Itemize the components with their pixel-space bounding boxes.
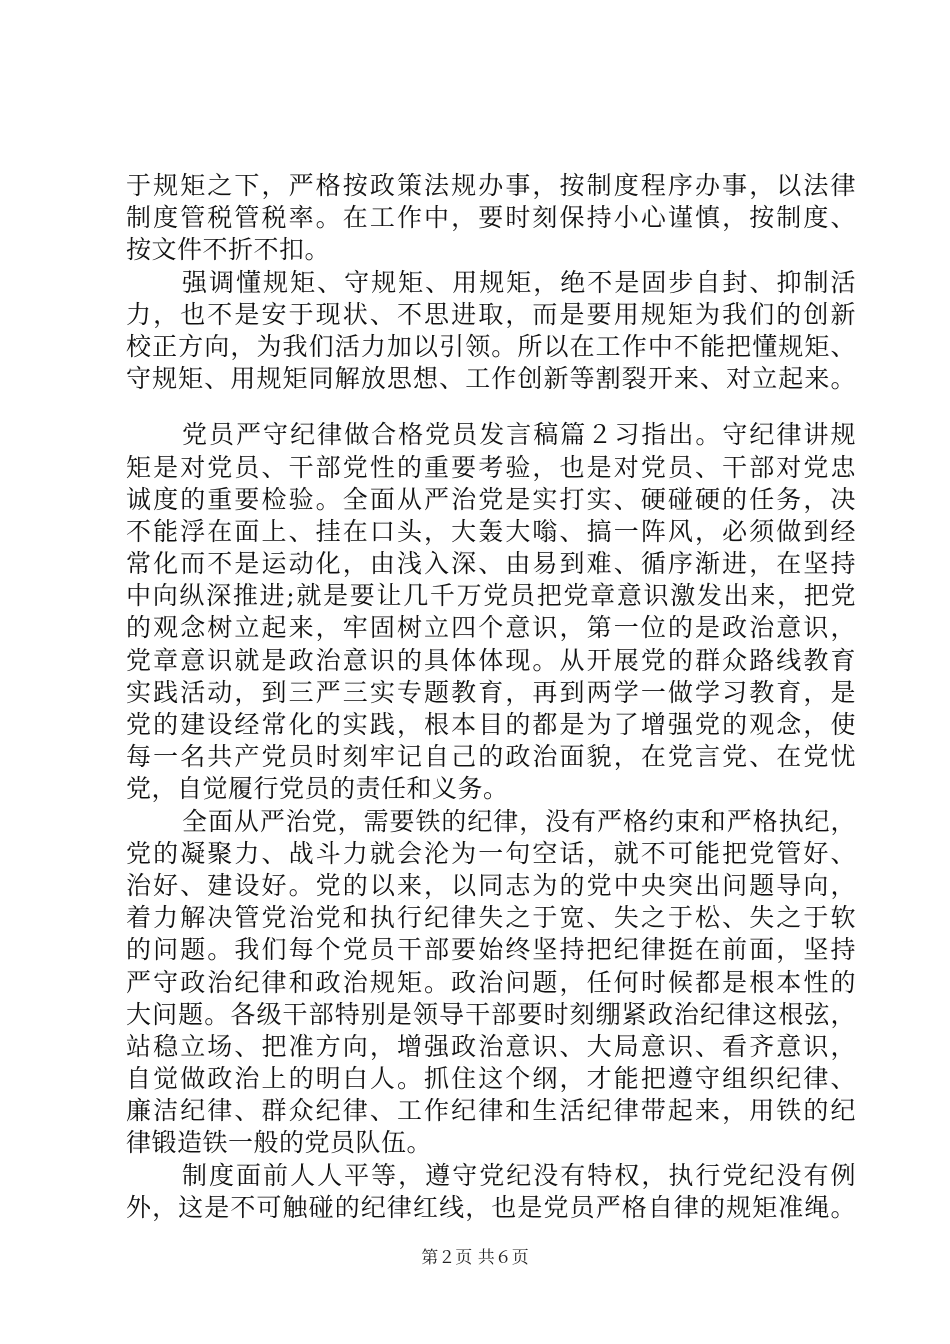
text-line: 党，自觉履行党员的责任和义务。 bbox=[126, 774, 509, 804]
text-line: 中向纵深推进;就是要让几千万党员把党章意识激发出来，把党 bbox=[126, 581, 856, 611]
text-line: 党员严守纪律做合格党员发言稿篇２习指出。守纪律讲规 bbox=[182, 420, 856, 450]
text-line: 校正方向，为我们活力加以引领。所以在工作中不能把懂规矩、 bbox=[126, 331, 856, 361]
text-line: 强调懂规矩、守规矩、用规矩，绝不是固步自封、抑制活 bbox=[182, 267, 856, 297]
text-line: 自觉做政治上的明白人。抓住这个纲，才能把遵守组织纪律、 bbox=[126, 1064, 856, 1094]
text-line: 严守政治纪律和政治规矩。政治问题，任何时候都是根本性的 bbox=[126, 967, 856, 997]
document-body bbox=[126, 170, 856, 1224]
text-line: 律锻造铁一般的党员队伍。 bbox=[126, 1128, 433, 1158]
text-line: 全面从严治党，需要铁的纪律，没有严格约束和严格执纪， bbox=[182, 806, 856, 836]
text-line: 党章意识就是政治意识的具体体现。从开展党的群众路线教育 bbox=[126, 645, 856, 675]
text-line: 外，这是不可触碰的纪律红线，也是党员严格自律的规矩准绳。 bbox=[126, 1192, 856, 1222]
paragraph bbox=[126, 1160, 856, 1224]
paragraph-spacer bbox=[126, 395, 856, 419]
paragraph bbox=[126, 267, 856, 396]
text-line: 常化而不是运动化，由浅入深、由易到难、循序渐进，在坚持 bbox=[126, 549, 856, 579]
text-line: 党的凝聚力、战斗力就会沦为一句空话，就不可能把党管好、 bbox=[126, 838, 856, 868]
text-line: 制度管税管税率。在工作中，要时刻保持小心谨慎，按制度、 bbox=[126, 203, 856, 233]
paragraph bbox=[126, 419, 856, 805]
text-line: 守规矩、用规矩同解放思想、工作创新等割裂开来、对立起来。 bbox=[126, 364, 856, 394]
text-line: 站稳立场、把准方向，增强政治意识、大局意识、看齐意识， bbox=[126, 1031, 856, 1061]
text-line: 每一名共产党员时刻牢记自己的政治面貌，在党言党、在党忧 bbox=[126, 742, 856, 772]
text-line: 诚度的重要检验。全面从严治党是实打实、硬碰硬的任务，决 bbox=[126, 484, 856, 514]
text-line: 力，也不是安于现状、不思进取，而是要用规矩为我们的创新 bbox=[126, 299, 856, 329]
text-line: 治好、建设好。党的以来，以同志为的党中央突出问题导向， bbox=[126, 870, 856, 900]
page-number-footer: 第２页 共６页 bbox=[421, 1248, 529, 1268]
text-line: 按文件不折不扣。 bbox=[126, 235, 331, 265]
text-line: 廉洁纪律、群众纪律、工作纪律和生活纪律带起来，用铁的纪 bbox=[126, 1096, 856, 1126]
text-line: 的问题。我们每个党员干部要始终坚持把纪律挺在前面，坚持 bbox=[126, 935, 856, 965]
text-line: 着力解决管党治党和执行纪律失之于宽、失之于松、失之于软 bbox=[126, 903, 856, 933]
paragraph bbox=[126, 806, 856, 1160]
text-line: 矩是对党员、干部党性的重要考验，也是对党员、干部对党忠 bbox=[126, 452, 856, 482]
text-line: 大问题。各级干部特别是领导干部要时刻绷紧政治纪律这根弦， bbox=[126, 999, 856, 1029]
text-line: 的观念树立起来，牢固树立四个意识，第一位的是政治意识， bbox=[126, 613, 856, 643]
text-line: 实践活动，到三严三实专题教育，再到两学一做学习教育，是 bbox=[126, 677, 856, 707]
text-line: 党的建设经常化的实践，根本目的都是为了增强党的观念，使 bbox=[126, 710, 856, 739]
text-line: 制度面前人人平等，遵守党纪没有特权，执行党纪没有例 bbox=[182, 1160, 856, 1190]
paragraph bbox=[126, 170, 856, 267]
text-line: 不能浮在面上、挂在口头，大轰大嗡、搞一阵风，必须做到经 bbox=[126, 516, 856, 546]
text-line: 于规矩之下，严格按政策法规办事，按制度程序办事，以法律 bbox=[126, 171, 856, 200]
